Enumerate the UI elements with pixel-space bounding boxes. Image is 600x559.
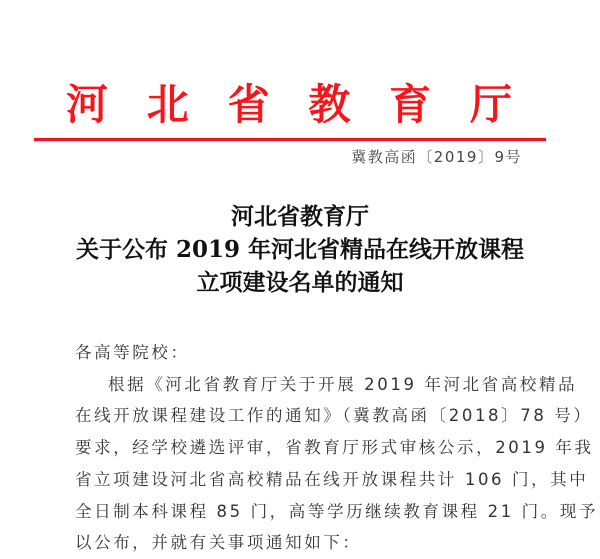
body-line: 根据《河北省教育厅关于开展 2019 年河北省高校精品 xyxy=(108,374,578,394)
title-line: 立项建设名单的通知 xyxy=(196,269,404,296)
document-body xyxy=(75,337,599,559)
body-line: 省立项建设河北省高校精品在线开放课程共计 106 门，其中 xyxy=(75,469,589,489)
masthead-char: 北 xyxy=(146,80,189,129)
masthead-char: 育 xyxy=(389,80,432,129)
masthead-title xyxy=(64,80,514,130)
masthead-char: 教 xyxy=(308,80,351,129)
title-line: 河北省教育厅 xyxy=(231,203,369,230)
document-number: 冀教高函〔2019〕9号 xyxy=(351,148,522,166)
masthead-char: 省 xyxy=(227,80,270,129)
masthead-char: 厅 xyxy=(469,80,512,129)
document-title xyxy=(0,200,600,299)
body-line: 全日制本科课程 85 门，高等学历继续教育课程 21 门。现予 xyxy=(75,501,599,521)
salutation: 各高等院校： xyxy=(75,343,190,362)
title-line: 关于公布 2019 年河北省精品在线开放课程 xyxy=(75,236,525,263)
red-divider-rule xyxy=(34,138,546,141)
masthead-char: 河 xyxy=(65,80,108,129)
body-line: 要求，经学校遴选评审，省教育厅形式审核公示，2019 年我 xyxy=(75,438,594,458)
body-line: 以公布，并就有关事项通知如下： xyxy=(75,533,362,553)
body-line: 在线开放课程建设工作的通知》（冀教高函〔2018〕78 号） xyxy=(75,406,593,426)
